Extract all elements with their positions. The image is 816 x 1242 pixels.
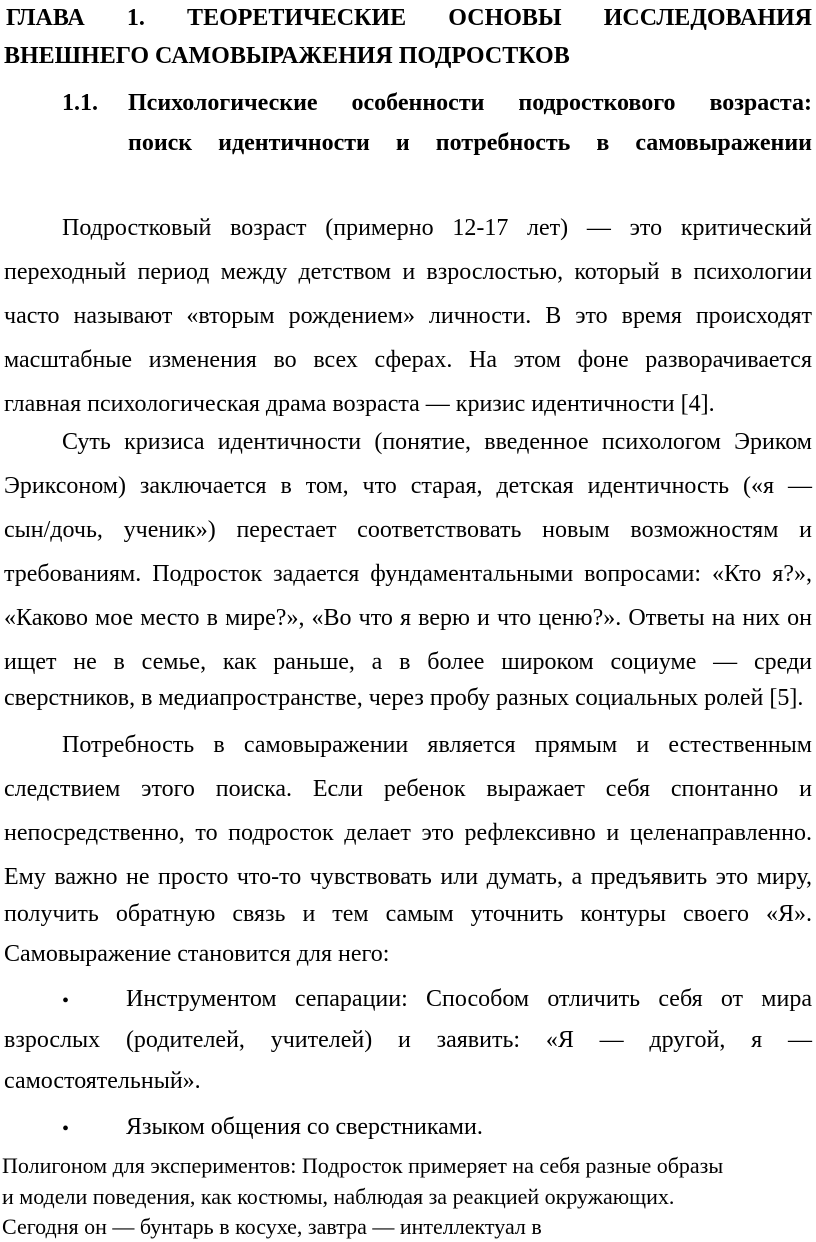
paragraph-3-line: следствием этого поиска. Если ребенок выражает себя спонтанно и (4, 776, 812, 802)
paragraph-1-line: часто называют «вторым рождением» личности. В это время происходят (4, 303, 812, 329)
bullet-icon: • (62, 990, 70, 1012)
chapter-title-line-1: ГЛАВА 1. ТЕОРЕТИЧЕСКИЕ ОСНОВЫ ИССЛЕДОВАНИЯ (6, 5, 812, 31)
list-item-2: Языком общения со сверстниками. (126, 1114, 483, 1140)
trailing-text-line: Полигоном для экспериментов: Подросток примеряет на себя разные образы (2, 1153, 724, 1178)
paragraph-3-line: Потребность в самовыражении является прямым и естественным (62, 732, 812, 758)
trailing-text-line: Сегодня он — бунтарь в косухе, завтра — интеллектуал в (2, 1214, 542, 1239)
paragraph-2-line: требованиям. Подросток задается фундаментальными вопросами: «Кто я?», (4, 561, 812, 587)
section-title-line-1: Психологические особенности подросткового возраста: (128, 90, 812, 116)
paragraph-3-line: получить обратную связь и тем самым уточнить контуры своего «Я». (4, 901, 812, 927)
paragraph-2-line: Эриксоном) заключается в том, что старая, детская идентичность («я — (4, 473, 812, 499)
paragraph-1-line: главная психологическая драма возраста — кризис идентичности [4]. (4, 391, 715, 417)
paragraph-1-line: масштабные изменения во всех сферах. На этом фоне разворачивается (4, 347, 812, 373)
paragraph-2-line: «Каково мое место в мире?», «Во что я верю и что ценю?». Ответы на них он (4, 605, 812, 631)
section-number: 1.1. (62, 90, 98, 116)
list-item-1-line: самостоятельный». (4, 1068, 201, 1094)
paragraph-1-line: Подростковый возраст (примерно 12-17 лет) — это критический (62, 215, 812, 241)
list-item-1-line: взрослых (родителей, учителей) и заявить: «Я — другой, я — (4, 1027, 812, 1053)
paragraph-3-line: Самовыражение становится для него: (4, 941, 390, 967)
section-title-line-2: поиск идентичности и потребность в самовыражении (128, 130, 812, 156)
bullet-icon: • (62, 1118, 70, 1140)
paragraph-1-line: переходный период между детством и взрослостью, который в психологии (4, 259, 812, 285)
paragraph-3-line: Ему важно не просто что-то чувствовать или думать, а предъявить это миру, (4, 864, 812, 890)
paragraph-2-line: Суть кризиса идентичности (понятие, введенное психологом Эриком (62, 429, 812, 455)
paragraph-3-line: непосредственно, то подросток делает это рефлексивно и целенаправленно. (4, 820, 812, 846)
chapter-title-line-2: ВНЕШНЕГО САМОВЫРАЖЕНИЯ ПОДРОСТКОВ (4, 43, 570, 69)
paragraph-2-line: сын/дочь, ученик») перестает соответствовать новым возможностям и (4, 517, 812, 543)
paragraph-2-line: ищет не в семье, как раньше, а в более широком социуме — среди (4, 649, 812, 675)
paragraph-2-line: сверстников, в медиапространстве, через пробу разных социальных ролей [5]. (4, 685, 804, 711)
list-item-1-line: Инструментом сепарации: Способом отличить себя от мира (126, 986, 812, 1012)
trailing-text-line: и модели поведения, как костюмы, наблюдая за реакцией окружающих. (2, 1184, 675, 1209)
